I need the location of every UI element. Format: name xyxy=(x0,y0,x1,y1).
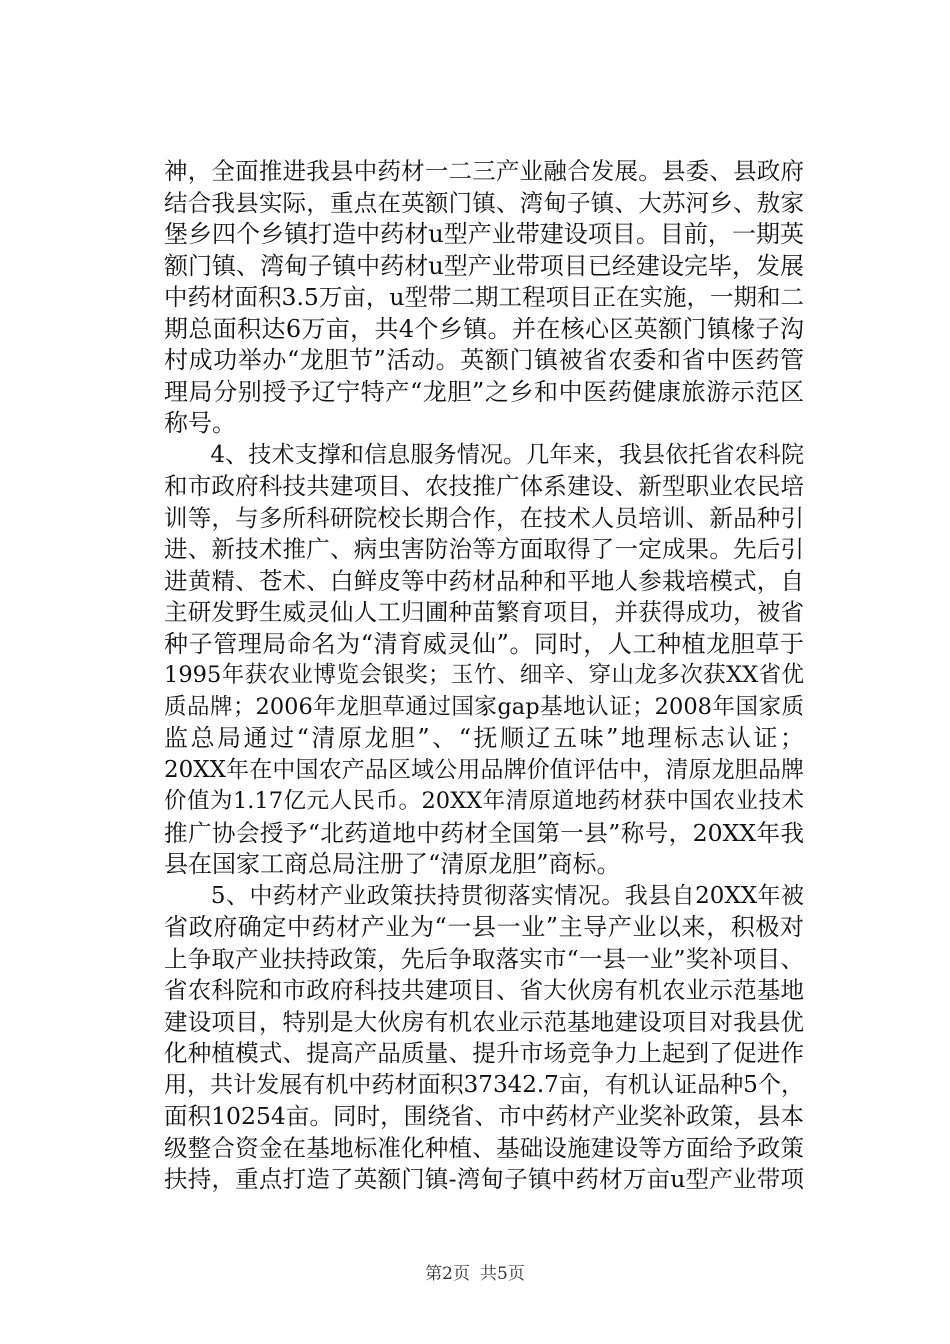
text-line: 上争取产业扶持政策，先后争取落实市“一县一业”奖补项目、 xyxy=(164,944,804,973)
text-line: 化种植模式、提高产品质量、提升市场竞争力上起到了促进作 xyxy=(164,1039,804,1067)
text-line: 监总局通过“清原龙胆”、“抚顺辽五味”地理标志认证； xyxy=(164,724,804,752)
text-line: 理局分别授予辽宁特产“龙胆”之乡和中医药健康旅游示范区 xyxy=(164,377,804,406)
text-line: 中药材面积3.5万亩，u型带二期工程项目正在实施，一期和二 xyxy=(164,283,805,311)
text-line: 村成功举办“龙胆节”活动。英额门镇被省农委和省中医药管 xyxy=(164,346,804,374)
text-line: 省政府确定中药材产业为“一县一业”主导产业以来，积极对 xyxy=(164,913,804,941)
text-line: 4、技术支撑和信息服务情况。几年来，我县依托省农科院 xyxy=(164,441,804,468)
text-line: 称号。 xyxy=(164,409,236,437)
text-line: 级整合资金在基地标准化种植、基础设施建设等方面给予政策 xyxy=(164,1133,804,1162)
text-line: 进、新技术推广、病虫害防治等方面取得了一定成果。先后引 xyxy=(164,535,804,563)
text-line: 扶持，重点打造了英额门镇-湾甸子镇中药材万亩u型产业带项 xyxy=(164,1165,804,1193)
text-line: 期总面积达6万亩，共4个乡镇。并在核心区英额门镇椽子沟 xyxy=(164,314,804,343)
text-line: 进黄精、苍术、白鲜皮等中药材品种和平地人参栽培模式，自 xyxy=(164,566,804,595)
text-line: 堡乡四个乡镇打造中药材u型产业带建设项目。目前，一期英 xyxy=(164,220,804,248)
text-line: 额门镇、湾甸子镇中药材u型产业带项目已经建设完毕，发展 xyxy=(164,251,804,280)
text-line: 神，全面推进我县中药材一二三产业融合发展。县委、县政府 xyxy=(164,157,804,185)
text-line: 主研发野生威灵仙人工归圃种苗繁育项目，并获得成功，被省 xyxy=(164,598,804,626)
text-line: 质品牌；2006年龙胆草通过国家gap基地认证；2008年国家质 xyxy=(164,693,804,720)
document-body xyxy=(164,156,804,1196)
text-line: 价值为1.17亿元人民币。20XX年清原道地药材获中国农业技术 xyxy=(164,788,804,814)
text-line: 和市政府科技共建项目、农技推广体系建设、新型职业农民培 xyxy=(164,472,804,500)
text-line: 20XX年在中国农产品区域公用品牌价值评估中，清原龙胆品牌 xyxy=(164,756,804,783)
text-line: 县在国家工商总局注册了“清原龙胆”商标。 xyxy=(164,850,621,878)
text-line: 结合我县实际，重点在英额门镇、湾甸子镇、大苏河乡、敖家 xyxy=(164,188,804,217)
text-line: 种子管理局命名为“清育威灵仙”。同时，人工种植龙胆草于 xyxy=(164,629,804,658)
text-line: 面积10254亩。同时，围绕省、市中药材产业奖补政策，县本 xyxy=(164,1102,804,1130)
text-line: 1995年获农业博览会银奖；玉竹、细辛、穿山龙多次获XX省优 xyxy=(164,662,804,688)
text-line: 5、中药材产业政策扶持贯彻落实情况。我县自20XX年被 xyxy=(164,882,804,909)
text-line: 推广协会授予“北药道地中药材全国第一县”称号，20XX年我 xyxy=(164,818,804,847)
text-line: 建设项目，特别是大伙房有机农业示范基地建设项目对我县优 xyxy=(164,1007,804,1036)
text-line: 训等，与多所科研院校长期合作，在技术人员培训、新品种引 xyxy=(164,503,804,532)
page-number: 第2页 xyxy=(425,1264,470,1284)
page-total: 共5页 xyxy=(480,1264,525,1284)
text-line: 用，共计发展有机中药材面积37342.7亩，有机认证品种5个， xyxy=(164,1071,804,1098)
page-footer xyxy=(0,1262,950,1286)
text-line: 省农科院和市政府科技共建项目、省大伙房有机农业示范基地 xyxy=(164,976,804,1004)
